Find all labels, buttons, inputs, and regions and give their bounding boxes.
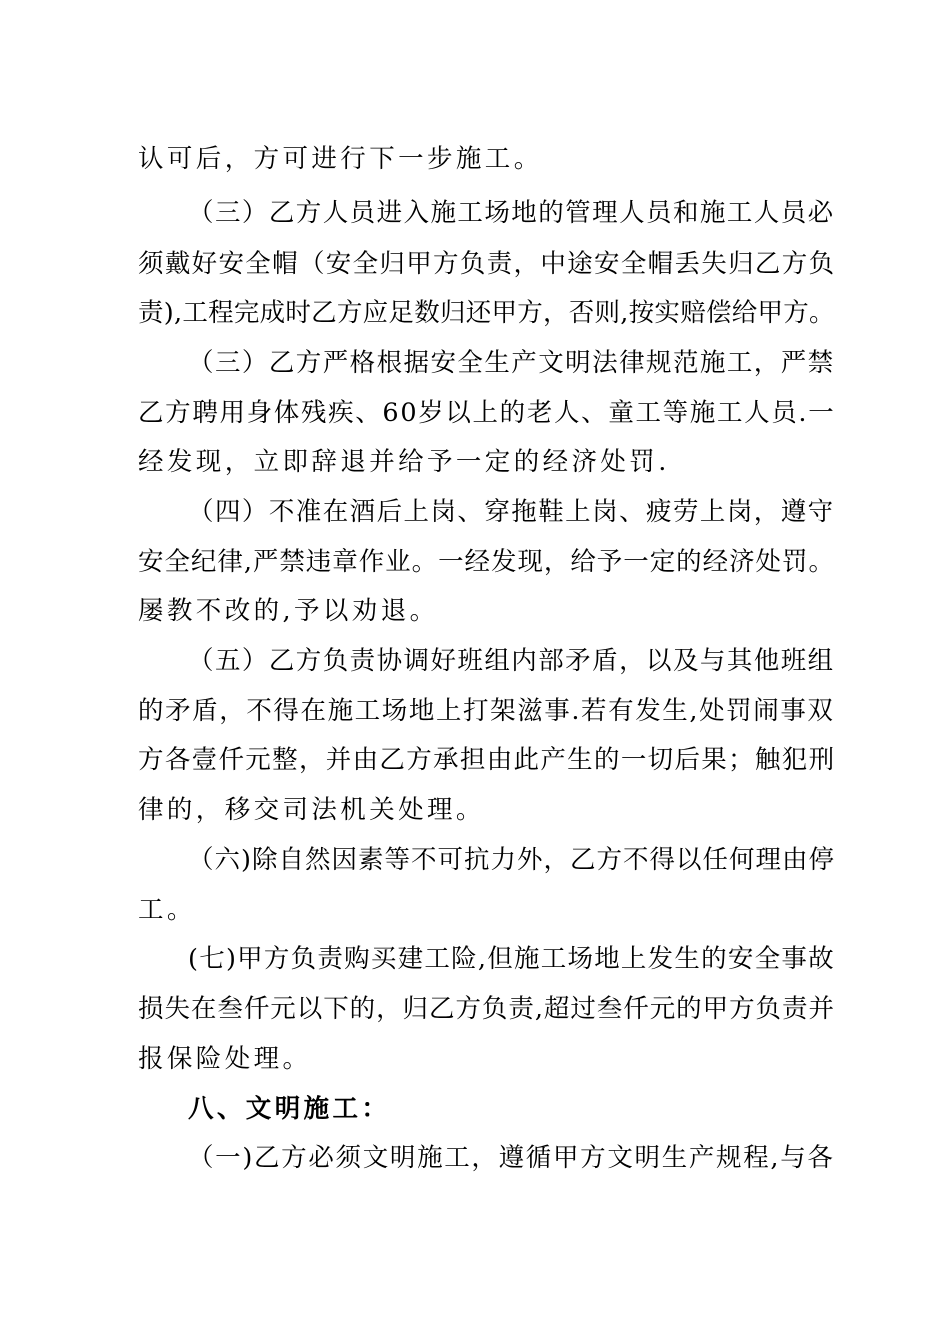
paragraph-line: 安全纪律,严禁违章作业。一经发现，给予一定的经济处罚。 <box>138 547 835 577</box>
paragraph-line: 损失在叁仟元以下的，归乙方负责,超过叁仟元的甲方负责并 <box>138 994 835 1024</box>
paragraph-line: 认可后，方可进行下一步施工。 <box>138 144 543 174</box>
paragraph-line: 方各壹仟元整，并由乙方承担由此产生的一切后果；触犯刑 <box>138 745 836 775</box>
section-heading: 八、文明施工： <box>188 1094 391 1124</box>
paragraph-line: 乙方聘用身体残疾、60岁以上的老人、童工等施工人员.一 <box>138 398 836 428</box>
paragraph-line: 须戴好安全帽（安全归甲方负责，中途安全帽丢失归乙方负 <box>138 249 836 279</box>
paragraph-line: （五）乙方负责协调好班组内部矛盾，以及与其他班组 <box>188 646 835 676</box>
paragraph-line: 律的，移交司法机关处理。 <box>138 795 485 825</box>
paragraph-line: （一)乙方必须文明施工，遵循甲方文明生产规程,与各 <box>188 1143 835 1173</box>
paragraph-line: （四）不准在酒后上岗、穿拖鞋上岗、疲劳上岗，遵守 <box>188 497 835 527</box>
paragraph-line: 工。 <box>138 895 196 925</box>
paragraph-line: 报保险处理。 <box>138 1044 312 1074</box>
paragraph-line: （三）乙方人员进入施工场地的管理人员和施工人员必 <box>188 198 835 228</box>
paragraph-line: 经发现，立即辞退并给予一定的经济处罚. <box>138 447 670 477</box>
paragraph-line: 的矛盾，不得在施工场地上打架滋事.若有发生,处罚闹事双 <box>138 696 835 726</box>
paragraph-line: (七)甲方负责购买建工险,但施工场地上发生的安全事故 <box>188 944 835 974</box>
paragraph-line: 屡教不改的,予以劝退。 <box>138 596 439 626</box>
paragraph-line: 责),工程完成时乙方应足数归还甲方，否则,按实赔偿给甲方。 <box>138 298 835 328</box>
paragraph-line: （六)除自然因素等不可抗力外，乙方不得以任何理由停 <box>188 845 835 875</box>
paragraph-line: （三）乙方严格根据安全生产文明法律规范施工，严禁 <box>188 348 835 378</box>
